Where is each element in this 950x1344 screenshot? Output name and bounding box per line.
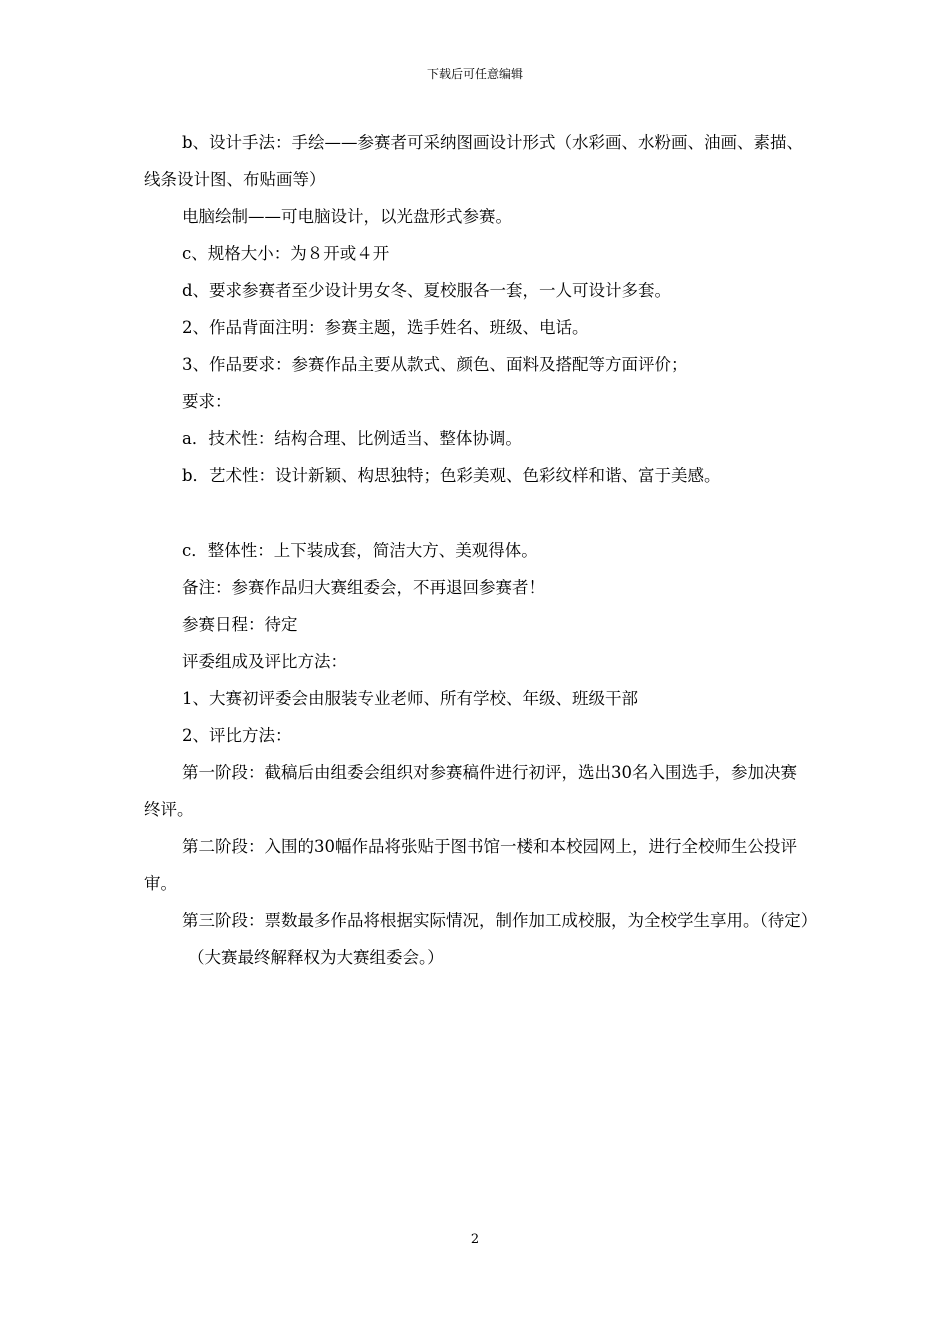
paragraph-set-requirement: d、要求参赛者至少设计男女冬、夏校服各一套，一人可设计多套。 [182, 281, 672, 300]
paragraph-requirements-heading: 要求： [182, 392, 232, 411]
paragraph-technical: a．技术性：结构合理、比例适当、整体协调。 [182, 429, 522, 448]
paragraph-stage-one: 第一阶段：截稿后由组委会组织对参赛稿件进行初评，选出30名入围选手，参加决赛终评。 [144, 763, 797, 819]
paragraph-artistic: b．艺术性：设计新颖、构思独特；色彩美观、色彩纹样和谐、富于美感。 [182, 466, 721, 485]
paragraph-computer-drawing: 电脑绘制——可电脑设计，以光盘形式参赛。 [182, 207, 512, 226]
paragraph-stage-two: 第二阶段：入围的30幅作品将张贴于图书馆一楼和本校园网上，进行全校师生公投评审。 [144, 837, 797, 893]
paragraph-judges-composition: 1、大赛初评委会由服装专业老师、所有学校、年级、班级干部 [182, 689, 638, 708]
paragraph-final-interpretation: （大赛最终解释权为大赛组委会。） [188, 948, 444, 967]
paragraph-judges-heading: 评委组成及评比方法： [182, 652, 347, 671]
paragraph-stage-three: 第三阶段：票数最多作品将根据实际情况，制作加工成校服，为全校学生享用。（待定） [182, 911, 818, 930]
document-body [144, 124, 818, 976]
paragraph-design-method: b、设计手法：手绘——参赛者可采纳图画设计形式（水彩画、水粉画、油画、素描、线条设计图、布贴画等） [144, 133, 804, 189]
paragraph-overall: c．整体性：上下装成套，简洁大方、美观得体。 [182, 541, 538, 560]
paragraph-method-heading: 2、评比方法： [182, 726, 292, 745]
paragraph-work-requirement: 3、作品要求：参赛作品主要从款式、颜色、面料及搭配等方面评价； [182, 355, 688, 374]
paragraph-size-spec: c、规格大小：为８开或４开 [182, 244, 390, 263]
paragraph-remark: 备注：参赛作品归大赛组委会，不再退回参赛者！ [182, 578, 545, 597]
page-number: 2 [470, 1232, 480, 1247]
blank-line [144, 494, 809, 532]
paragraph-back-note: 2、作品背面注明：参赛主题，选手姓名、班级、电话。 [182, 318, 589, 337]
page-header: 下载后可任意编辑 [426, 67, 523, 81]
paragraph-schedule: 参赛日程：待定 [182, 615, 298, 634]
